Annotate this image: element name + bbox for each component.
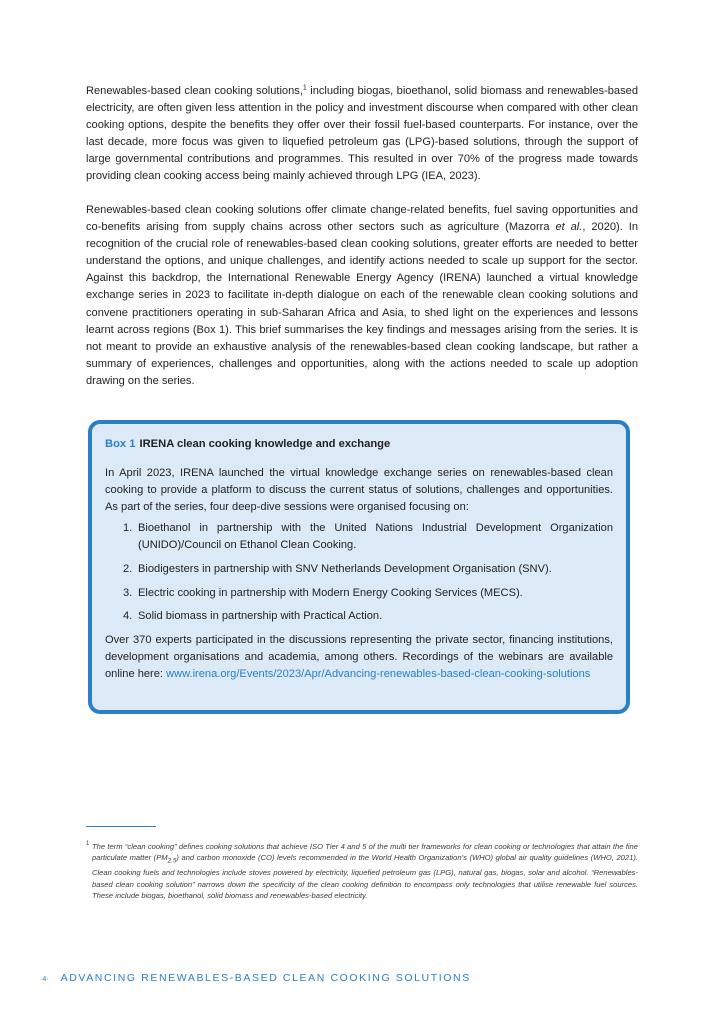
box-title xyxy=(105,438,613,450)
box-title-text: IRENA clean cooking knowledge and exchange xyxy=(139,438,391,450)
intro-p2-text: Renewables-based clean cooking solutions offer climate change-related benefits, fuel saving opportunities and co-benefits arising from supply chains across other sectors such as agriculture (Mazorra xyxy=(86,204,638,234)
box-1-callout xyxy=(88,420,630,714)
list-item-number: 1. xyxy=(123,522,133,535)
footnote-divider xyxy=(86,826,156,827)
list-item-number: 2. xyxy=(123,562,133,575)
pm-subscript: 2.5 xyxy=(167,857,177,865)
footnote-reference[interactable]: 1 xyxy=(302,84,307,92)
intro-paragraph-1 xyxy=(86,83,638,186)
session-list xyxy=(105,520,613,625)
intro-p2-text-cont: , 2020). In recognition of the crucial role of renewables-based clean cooking solutions, greater efforts are needed to better understand the options, and unique challenges, and identify actions needed to scale up support for the sector. Against this backdrop, the International Renewable Energy Agency (IRENA) launched a virtual knowledge exchange series in 2023 to facilitate in-depth dialogue on each of the renewable clean cooking solutions and convene practitioners operating in sub-Saharan Africa and Asia, to shed light on the experiences and lessons learnt across regions (Box 1). This brief summarises the key findings and messages arising from the series. It is not meant to provide an exhaustive analysis of the renewables-based clean cooking landscape, but rather a summary of experiences, challenges and opportunities, along with the actions needed to scale up adoption drawing on the series. xyxy=(86,221,638,387)
list-item xyxy=(105,561,613,578)
footnote-text-b: ) and carbon monoxide (CO) levels recommended in the World Health Organization’s (WHO) global air quality guidelines (WHO, 2021). Clean cooking fuels and technologies include stoves powered by electricity, liquefied petroleum gas (LPG), natural gas, biogas, solar and alcohol. “Renewables-based clean cooking solution” narrows down the specificity of the clean cooking definition to encompass only technologies that utilise renewable fuel sources. These include biogas, bioethanol, solid biomass and renewables-based electricity. xyxy=(92,853,638,901)
page-number: ·4· xyxy=(40,976,49,983)
intro-paragraph-2 xyxy=(86,202,638,390)
list-item xyxy=(105,520,613,554)
page-number-value: 4 xyxy=(42,976,47,983)
box-intro-text: In April 2023, IRENA launched the virtual knowledge exchange series on renewables-based clean cooking to provide a platform to discuss the current status of solutions, challenges and opportunities. As part of the series, four deep-dive sessions were organised focusing on: xyxy=(105,467,613,514)
box-label: Box 1 xyxy=(105,438,136,450)
intro-p1-text-cont: including biogas, bioethanol, solid biomass and renewables-based electricity, are often given less attention in the policy and investment discourse when compared with other clean cooking options, despite the benefits they offer over their fossil fuel-based counterparts. For instance, over the last decade, more focus was given to liquefied petroleum gas (LPG)-based solutions, through the support of large governmental contributions and programmes. This resulted in over 70% of the progress made towards providing clean cooking access being mainly achieved through LPG (IEA, 2023). xyxy=(86,85,638,183)
footnote-text-a: The term “clean cooking” defines cooking solutions that achieve ISO Tier 4 and 5 of the multi tier frameworks for clean cooking or technologies that attain the fine particulate matter (PM xyxy=(92,842,638,863)
list-item-text: Bioethanol in partnership with the United Nations Industrial Development Organization (UNIDO)/Council on Ethanol Clean Cooking. xyxy=(138,522,613,552)
box-closing-text xyxy=(105,632,613,683)
footnote-number: 1 xyxy=(86,841,90,847)
list-item-number: 4. xyxy=(123,610,133,623)
list-item-text: Electric cooking in partnership with Modern Energy Cooking Services (MECS). xyxy=(138,586,523,599)
webinar-recordings-link[interactable]: www.irena.org/Events/2023/Apr/Advancing-renewables-based-clean-cooking-solutions xyxy=(166,667,591,680)
footnote-text xyxy=(86,841,638,902)
list-item xyxy=(105,585,613,602)
list-item xyxy=(105,608,613,625)
list-item-number: 3. xyxy=(123,586,133,599)
list-item-text: Biodigesters in partnership with SNV Netherlands Development Organisation (SNV). xyxy=(138,562,552,575)
footer-title: ADVANCING RENEWABLES-BASED CLEAN COOKING SOLUTIONS xyxy=(60,972,471,984)
intro-p1-text: Renewables-based clean cooking solutions, xyxy=(86,85,303,97)
box-closing-body: Over 370 experts participated in the discussions representing the private sector, financing institutions, development organisations and academia, among others. Recordings of the webinars are available online here: xyxy=(105,633,613,680)
list-item-text: Solid biomass in partnership with Practical Action. xyxy=(138,610,383,623)
citation-et-al: et al. xyxy=(555,221,583,234)
page-footer xyxy=(40,972,471,984)
footnote xyxy=(86,841,638,902)
